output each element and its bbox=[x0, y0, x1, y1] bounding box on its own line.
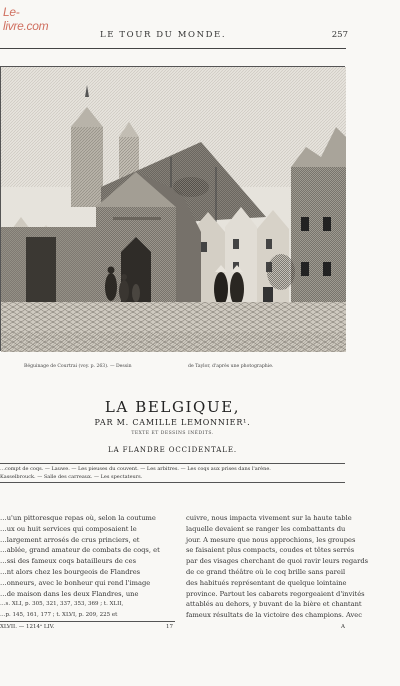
running-title: LE TOUR DU MONDE. bbox=[100, 30, 227, 40]
text-line: jour. A mesure que nous approchions, les groupes bbox=[186, 535, 356, 544]
running-head bbox=[0, 30, 400, 44]
text-line: laquelle devaient se ranger les combattants du bbox=[186, 524, 346, 533]
body-column-right bbox=[186, 513, 369, 621]
chapter-summary bbox=[0, 463, 345, 483]
text-line: …ssi des fameux coqs batailleurs de ces bbox=[0, 557, 137, 566]
body-column-left bbox=[0, 513, 160, 621]
page-footer bbox=[0, 624, 345, 634]
footnote-line: …p. 145, 161, 177 ; t. XLVI, p. 209, 225 et bbox=[0, 612, 118, 619]
text-line: attablés au dehors, y buvant de la bière et chantant bbox=[186, 600, 362, 609]
text-line: province. Partout les cabarets regorgeaient d'invités bbox=[186, 589, 365, 598]
watermark-logo: Le-livre.com bbox=[3, 5, 49, 33]
text-line: de ce grand théâtre où le coq brille sans pareil bbox=[186, 567, 346, 576]
summary-line: Kasselbrouck. — Salle des carreaux. — Les spectateurs. bbox=[0, 474, 143, 480]
text-line: se faisaient plus compacts, coudes et têtes serrés bbox=[186, 546, 355, 555]
chapter-title: LA BELGIQUE, bbox=[104, 398, 241, 416]
caption-left: Béguinage de Courtrai (voy. p. 263). — Dessin bbox=[24, 364, 132, 369]
author-line: PAR M. CAMILLE LEMONNIER¹. bbox=[94, 418, 251, 427]
text-line: cuivre, nous impacta vivement sur la haute table bbox=[186, 514, 352, 522]
footnote-line: …s. XLI, p. 305, 321, 337, 353, 369 ; t. XLII, bbox=[0, 601, 124, 608]
footer-signature: XLVII. — 1214ᵉ LIV. bbox=[0, 624, 55, 630]
page-number: 257 bbox=[331, 30, 348, 40]
footnote-rule bbox=[0, 621, 175, 622]
caption-right: de Taylor, d'après une photographie. bbox=[188, 364, 274, 369]
text-line: …ux ou huit services qui composaient le bbox=[0, 524, 137, 533]
header-rule bbox=[0, 48, 346, 49]
text-line: …largement arrosés de crus princiers, et bbox=[0, 535, 140, 544]
text-line: …u'un pittoresque repas où, selon la coutume bbox=[0, 514, 156, 522]
text-line: …de maison dans les deux Flandres, une bbox=[0, 589, 139, 598]
text-line: fameux résultats de la victoire des champions. Avec bbox=[186, 611, 362, 620]
illustrations-note: TEXTE ET DESSINS INÉDITS. bbox=[131, 431, 214, 436]
engraving-illustration bbox=[0, 66, 345, 351]
text-line: des habitués représentant de quelque lointaine bbox=[186, 578, 347, 587]
summary-line: …compt de coqs. — Lauwe. — Les pieuses du couvent. — Les arbitres. — Les coqs aux prises dans l'arène. bbox=[0, 466, 271, 472]
text-line: …ablée, grand amateur de combats de coqs, et bbox=[0, 546, 160, 555]
text-line: …onneurs, avec le bonheur qui rend l'image bbox=[0, 578, 151, 587]
figure-caption bbox=[0, 364, 400, 374]
engraving-drawing bbox=[1, 67, 346, 352]
text-line: par des visages cherchant de quoi ravir leurs regards bbox=[186, 557, 369, 566]
footer-sheet-number: 17 bbox=[166, 624, 173, 630]
footer-catchword: A bbox=[341, 624, 345, 630]
section-title: LA FLANDRE OCCIDENTALE. bbox=[108, 446, 237, 454]
text-line: …nt alors chez les bourgeois de Flandres bbox=[0, 567, 141, 576]
